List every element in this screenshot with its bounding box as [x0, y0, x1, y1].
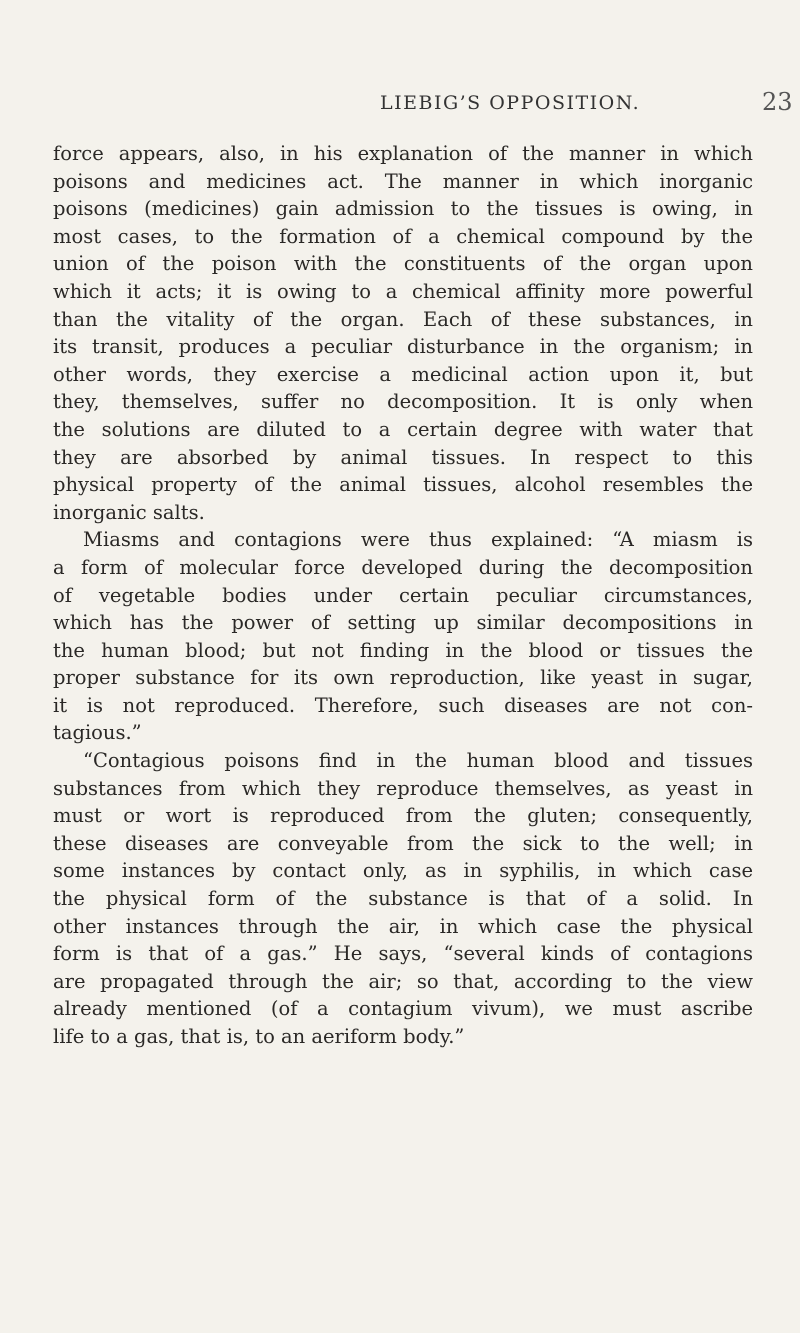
- text-line: union of the poison with the constituents of the organ upon: [53, 252, 753, 276]
- text-line: must or wort is reproduced from the gluten; consequently,: [53, 804, 753, 828]
- text-line: “Contagious poisons find in the human blood and tissues: [83, 749, 753, 773]
- text-line: the physical form of the substance is that of a solid. In: [53, 887, 753, 911]
- text-line: other words, they exercise a medicinal action upon it, but: [53, 362, 753, 386]
- text-line: are propagated through the air; so that, according to the view: [53, 969, 753, 993]
- text-line: life to a gas, that is, to an aeriform body.”: [53, 1025, 465, 1048]
- text-line: most cases, to the formation of a chemical compound by the: [53, 224, 753, 248]
- text-line: other instances through the air, in which case the physical: [53, 914, 753, 938]
- text-line: already mentioned (of a contagium vivum), we must ascribe: [53, 997, 753, 1021]
- text-line: inorganic salts.: [53, 500, 205, 524]
- text-line: form is that of a gas.” He says, “several kinds of contagions: [53, 942, 753, 966]
- text-line: these diseases are conveyable from the sick to the well; in: [53, 831, 753, 855]
- text-line: proper substance for its own reproduction, like yeast in sugar,: [53, 666, 753, 690]
- text-line: which it acts; it is owing to a chemical affinity more powerful: [53, 279, 753, 303]
- page-number: 23: [762, 88, 793, 116]
- text-line: they, themselves, suffer no decomposition. It is only when: [53, 390, 753, 414]
- text-line: the human blood; but not finding in the blood or tissues the: [53, 638, 753, 662]
- text-line: than the vitality of the organ. Each of these substances, in: [53, 307, 753, 331]
- text-line: it is not reproduced. Therefore, such diseases are not con-: [53, 693, 753, 717]
- text-line: tagious.”: [53, 721, 142, 745]
- text-line: poisons and medicines act. The manner in which inorganic: [53, 169, 753, 193]
- text-line: they are absorbed by animal tissues. In respect to this: [53, 445, 753, 469]
- body-text: [53, 140, 753, 1051]
- text-line: a form of molecular force developed during the decomposition: [53, 555, 753, 579]
- text-line: the solutions are diluted to a certain degree with water that: [53, 417, 753, 441]
- text-line: substances from which they reproduce themselves, as yeast in: [53, 776, 753, 800]
- text-line: Miasms and contagions were thus explained: “A miasm is: [83, 528, 753, 552]
- text-line: its transit, produces a peculiar disturbance in the organism; in: [53, 335, 753, 359]
- text-line: physical property of the animal tissues, alcohol resembles the: [53, 473, 753, 497]
- running-head-title: LIEBIG’S OPPOSITION.: [380, 92, 641, 114]
- text-line: of vegetable bodies under certain peculiar circumstances,: [53, 583, 753, 607]
- text-line: which has the power of setting up similar decompositions in: [53, 611, 753, 635]
- text-line: poisons (medicines) gain admission to the tissues is owing, in: [53, 197, 753, 221]
- text-line: force appears, also, in his explanation of the manner in which: [53, 142, 753, 165]
- text-line: some instances by contact only, as in syphilis, in which case: [53, 859, 753, 883]
